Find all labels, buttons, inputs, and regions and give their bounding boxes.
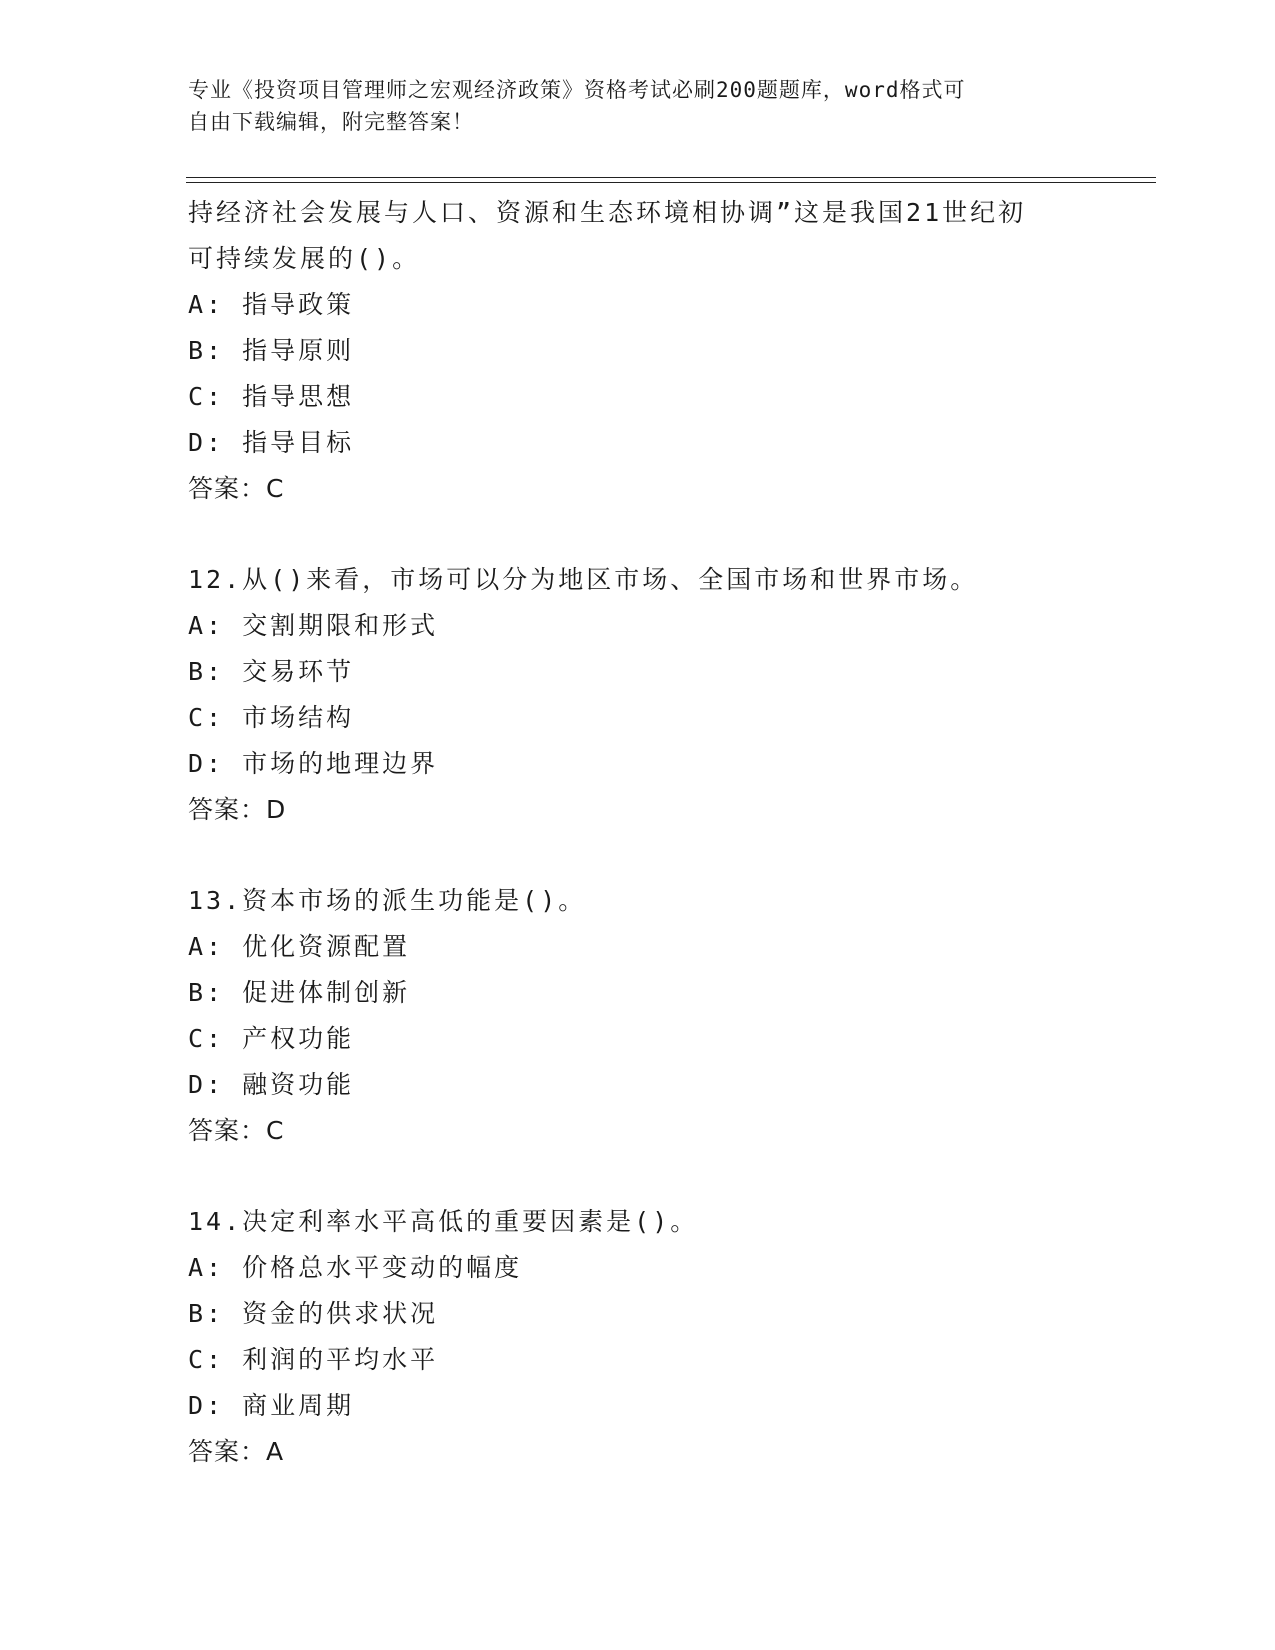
- option-c: C: 指导思想: [188, 382, 355, 411]
- option-b: B: 指导原则: [188, 336, 355, 365]
- option-a: A: 价格总水平变动的幅度: [188, 1253, 523, 1282]
- question-list: [188, 190, 1088, 1475]
- header-title-line-1: 专业《投资项目管理师之宏观经济政策》资格考试必刷200题题库，word格式可: [188, 78, 966, 102]
- question-13: [188, 878, 1088, 1154]
- question-stem: 12.从()来看，市场可以分为地区市场、全国市场和世界市场。: [188, 565, 979, 594]
- header-title-line-2: 自由下载编辑，附完整答案！: [188, 110, 474, 134]
- question-stem-continued: 可持续发展的()。: [188, 244, 421, 273]
- answer-label: 答案：C: [188, 1116, 285, 1145]
- option-d: D: 融资功能: [188, 1070, 355, 1099]
- question-stem: 14.决定利率水平高低的重要因素是()。: [188, 1207, 699, 1236]
- answer-label: 答案：D: [188, 795, 287, 824]
- option-d: D: 商业周期: [188, 1391, 355, 1420]
- option-b: B: 资金的供求状况: [188, 1299, 439, 1328]
- option-c: C: 市场结构: [188, 703, 355, 732]
- option-b: B: 促进体制创新: [188, 978, 411, 1007]
- option-b: B: 交易环节: [188, 657, 355, 686]
- question-11: [188, 190, 1088, 512]
- question-12: [188, 557, 1088, 833]
- option-a: A: 优化资源配置: [188, 932, 411, 961]
- option-c: C: 利润的平均水平: [188, 1345, 439, 1374]
- question-stem: 13.资本市场的派生功能是()。: [188, 886, 587, 915]
- answer-label: 答案：C: [188, 474, 285, 503]
- header-divider-bottom: [186, 182, 1156, 183]
- spacer: [188, 512, 1088, 557]
- header-divider-top: [186, 177, 1156, 178]
- spacer: [188, 833, 1088, 878]
- document-header: [188, 74, 1068, 138]
- answer-label: 答案：A: [188, 1437, 285, 1466]
- question-stem: 持经济社会发展与人口、资源和生态环境相协调”这是我国21世纪初: [188, 198, 1027, 227]
- question-14: [188, 1199, 1088, 1475]
- spacer: [188, 1154, 1088, 1199]
- option-a: A: 交割期限和形式: [188, 611, 439, 640]
- option-a: A: 指导政策: [188, 290, 355, 319]
- option-c: C: 产权功能: [188, 1024, 355, 1053]
- option-d: D: 指导目标: [188, 428, 355, 457]
- option-d: D: 市场的地理边界: [188, 749, 439, 778]
